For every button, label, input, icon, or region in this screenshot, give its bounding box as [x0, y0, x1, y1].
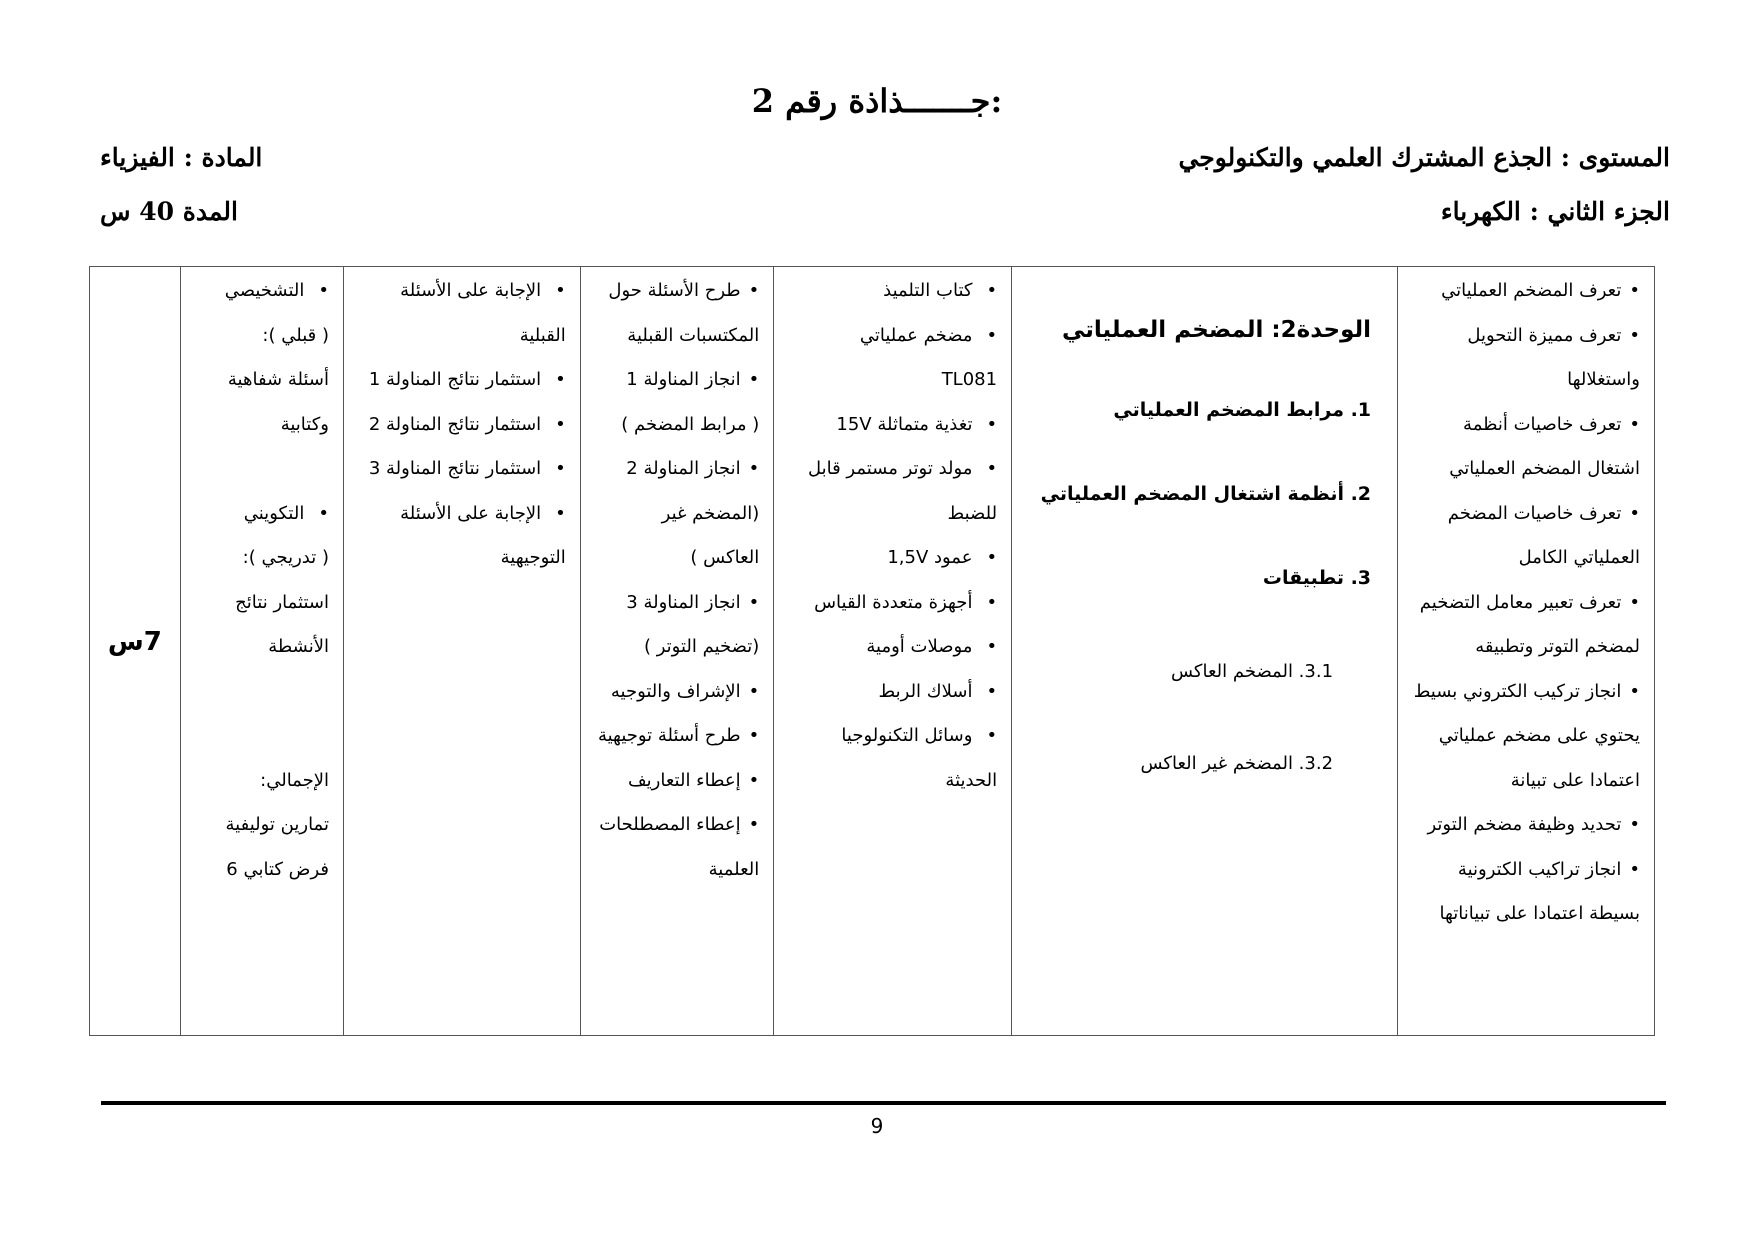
objective-item: • انجاز تركيب الكتروني بسيط	[1406, 670, 1640, 715]
resource-item: TL081	[941, 369, 998, 390]
student-activity-item: • الإجابة على الأسئلة	[352, 492, 566, 537]
evaluation-item: • التكويني	[189, 492, 329, 537]
page-number: 9	[870, 1114, 884, 1138]
objective-item: اعتمادا على تبيانة	[1510, 769, 1640, 791]
level-label: المستوى : الجذع المشترك العلمي والتكنولوجي	[1178, 143, 1670, 172]
objective-item: العملياتي الكامل	[1518, 547, 1640, 568]
evaluation-item: الإجمالي:	[260, 769, 329, 791]
objective-item: بسيطة اعتمادا على تبياناتها	[1439, 903, 1640, 924]
content-item: 1. مرابط المضخم العملياتي	[1113, 399, 1372, 421]
resource-item: • تغذية متماثلة 15V	[782, 403, 997, 448]
evaluation-item: الأنشطة	[268, 636, 329, 657]
student-activity-item: • الإجابة على الأسئلة	[352, 269, 566, 314]
student-activity-item: التوجيهية	[500, 547, 566, 568]
resource-item: للضبط	[947, 502, 998, 524]
resource-item: • أجهزة متعددة القياس	[782, 581, 997, 626]
objective-item: واستغلالها	[1567, 369, 1640, 390]
teacher-activities-cell	[580, 267, 773, 1036]
part-label: الجزء الثاني : الكهرباء	[1440, 197, 1670, 226]
objective-item: • تعرف خاصيات أنظمة	[1406, 403, 1640, 448]
evaluation-item: استثمار نتائج	[235, 591, 329, 613]
resource-item: • أسلاك الربط	[782, 670, 997, 715]
resource-item: • مضخم عملياتي	[782, 314, 997, 359]
student-activity-item: • استثمار نتائج المناولة 1	[352, 358, 566, 403]
lesson-plan-table	[89, 266, 1655, 1036]
teacher-activity-item: (تضخيم التوتر )	[643, 636, 760, 657]
evaluation-item: تمارين توليفية	[225, 814, 329, 835]
teacher-activity-item: • طرح الأسئلة حول	[589, 269, 759, 314]
evaluation-item: ( تدريجي ):	[242, 547, 329, 568]
student-activity-item: القبلية	[519, 324, 566, 346]
teacher-activity-item: • الإشراف والتوجيه	[589, 670, 759, 715]
objective-item: اشتغال المضخم العملياتي	[1449, 458, 1640, 479]
objective-item: • تعرف مميزة التحويل	[1406, 314, 1640, 359]
teacher-activity-item: • انجاز المناولة 1	[589, 358, 759, 403]
student-activity-item: • استثمار نتائج المناولة 3	[352, 447, 566, 492]
unit-title: الوحدة2: المضخم العملياتي	[1061, 317, 1372, 343]
evaluation-item: • التشخيصي	[189, 269, 329, 314]
teacher-activity-item: • انجاز المناولة 2	[589, 447, 759, 492]
objective-item: يحتوي على مضخم عملياتي	[1438, 725, 1640, 746]
evaluation-cell	[180, 267, 343, 1036]
teacher-activity-item: المكتسبات القبلية	[627, 324, 760, 346]
hours-cell	[90, 267, 181, 1036]
teacher-activity-item: العلمية	[708, 858, 760, 880]
evaluation-item: أسئلة شفاهية	[227, 369, 329, 390]
resource-item: • كتاب التلميذ	[782, 269, 997, 314]
teacher-activity-item: (المضخم غير	[661, 502, 760, 524]
teacher-activity-item: العاكس )	[690, 547, 760, 568]
teacher-activity-item: ( مرابط المضخم )	[621, 413, 760, 435]
sheet-title: جـــــــذاذة رقم 2:	[751, 82, 1003, 120]
evaluation-item: ( قبلي ):	[262, 324, 329, 346]
objective-item: • تعرف المضخم العملياتي	[1406, 269, 1640, 314]
teacher-activity-item: • إعطاء التعاريف	[589, 759, 759, 804]
resource-item: • عمود 1,5V	[782, 536, 997, 581]
student-activity-item: • استثمار نتائج المناولة 2	[352, 403, 566, 448]
resource-item: • مولد توتر مستمر قابل	[782, 447, 997, 492]
objective-item: لمضخم التوتر وتطبيقه	[1475, 636, 1640, 657]
objective-item: • تعرف خاصيات المضخم	[1406, 492, 1640, 537]
resource-item: الحديثة	[945, 769, 998, 791]
student-activities-cell	[343, 267, 580, 1036]
content-item: 3. تطبيقات	[1262, 567, 1372, 589]
footer-rule	[101, 1101, 1666, 1105]
content-subitem: 3.2. المضخم غير العاكس	[1140, 753, 1334, 774]
objectives-cell	[1398, 267, 1655, 1036]
evaluation-item: وكتابية	[280, 413, 329, 435]
content-subitem: 3.1. المضخم العاكس	[1170, 661, 1334, 682]
duration-label: المدة 40 س	[100, 197, 238, 226]
resource-item: • موصلات أومية	[782, 625, 997, 670]
objective-item: • تعرف تعبير معامل التضخيم	[1406, 581, 1640, 626]
teacher-activity-item: • إعطاء المصطلحات	[589, 803, 759, 848]
content-cell	[1012, 267, 1398, 1036]
objective-item: • انجاز تراكيب الكترونية	[1406, 848, 1640, 893]
objective-item: • تحديد وظيفة مضخم التوتر	[1406, 803, 1640, 848]
subject-label: المادة : الفيزياء	[100, 143, 263, 172]
evaluation-item: فرض كتابي 6	[226, 858, 329, 880]
resource-item: • وسائل التكنولوجيا	[782, 714, 997, 759]
teacher-activity-item: • طرح أسئلة توجيهية	[589, 714, 759, 759]
teacher-activity-item: • انجاز المناولة 3	[589, 581, 759, 626]
resources-cell	[774, 267, 1012, 1036]
content-item: 2. أنظمة اشتغال المضخم العملياتي	[1040, 483, 1372, 505]
hours-value: 7س	[107, 627, 162, 657]
